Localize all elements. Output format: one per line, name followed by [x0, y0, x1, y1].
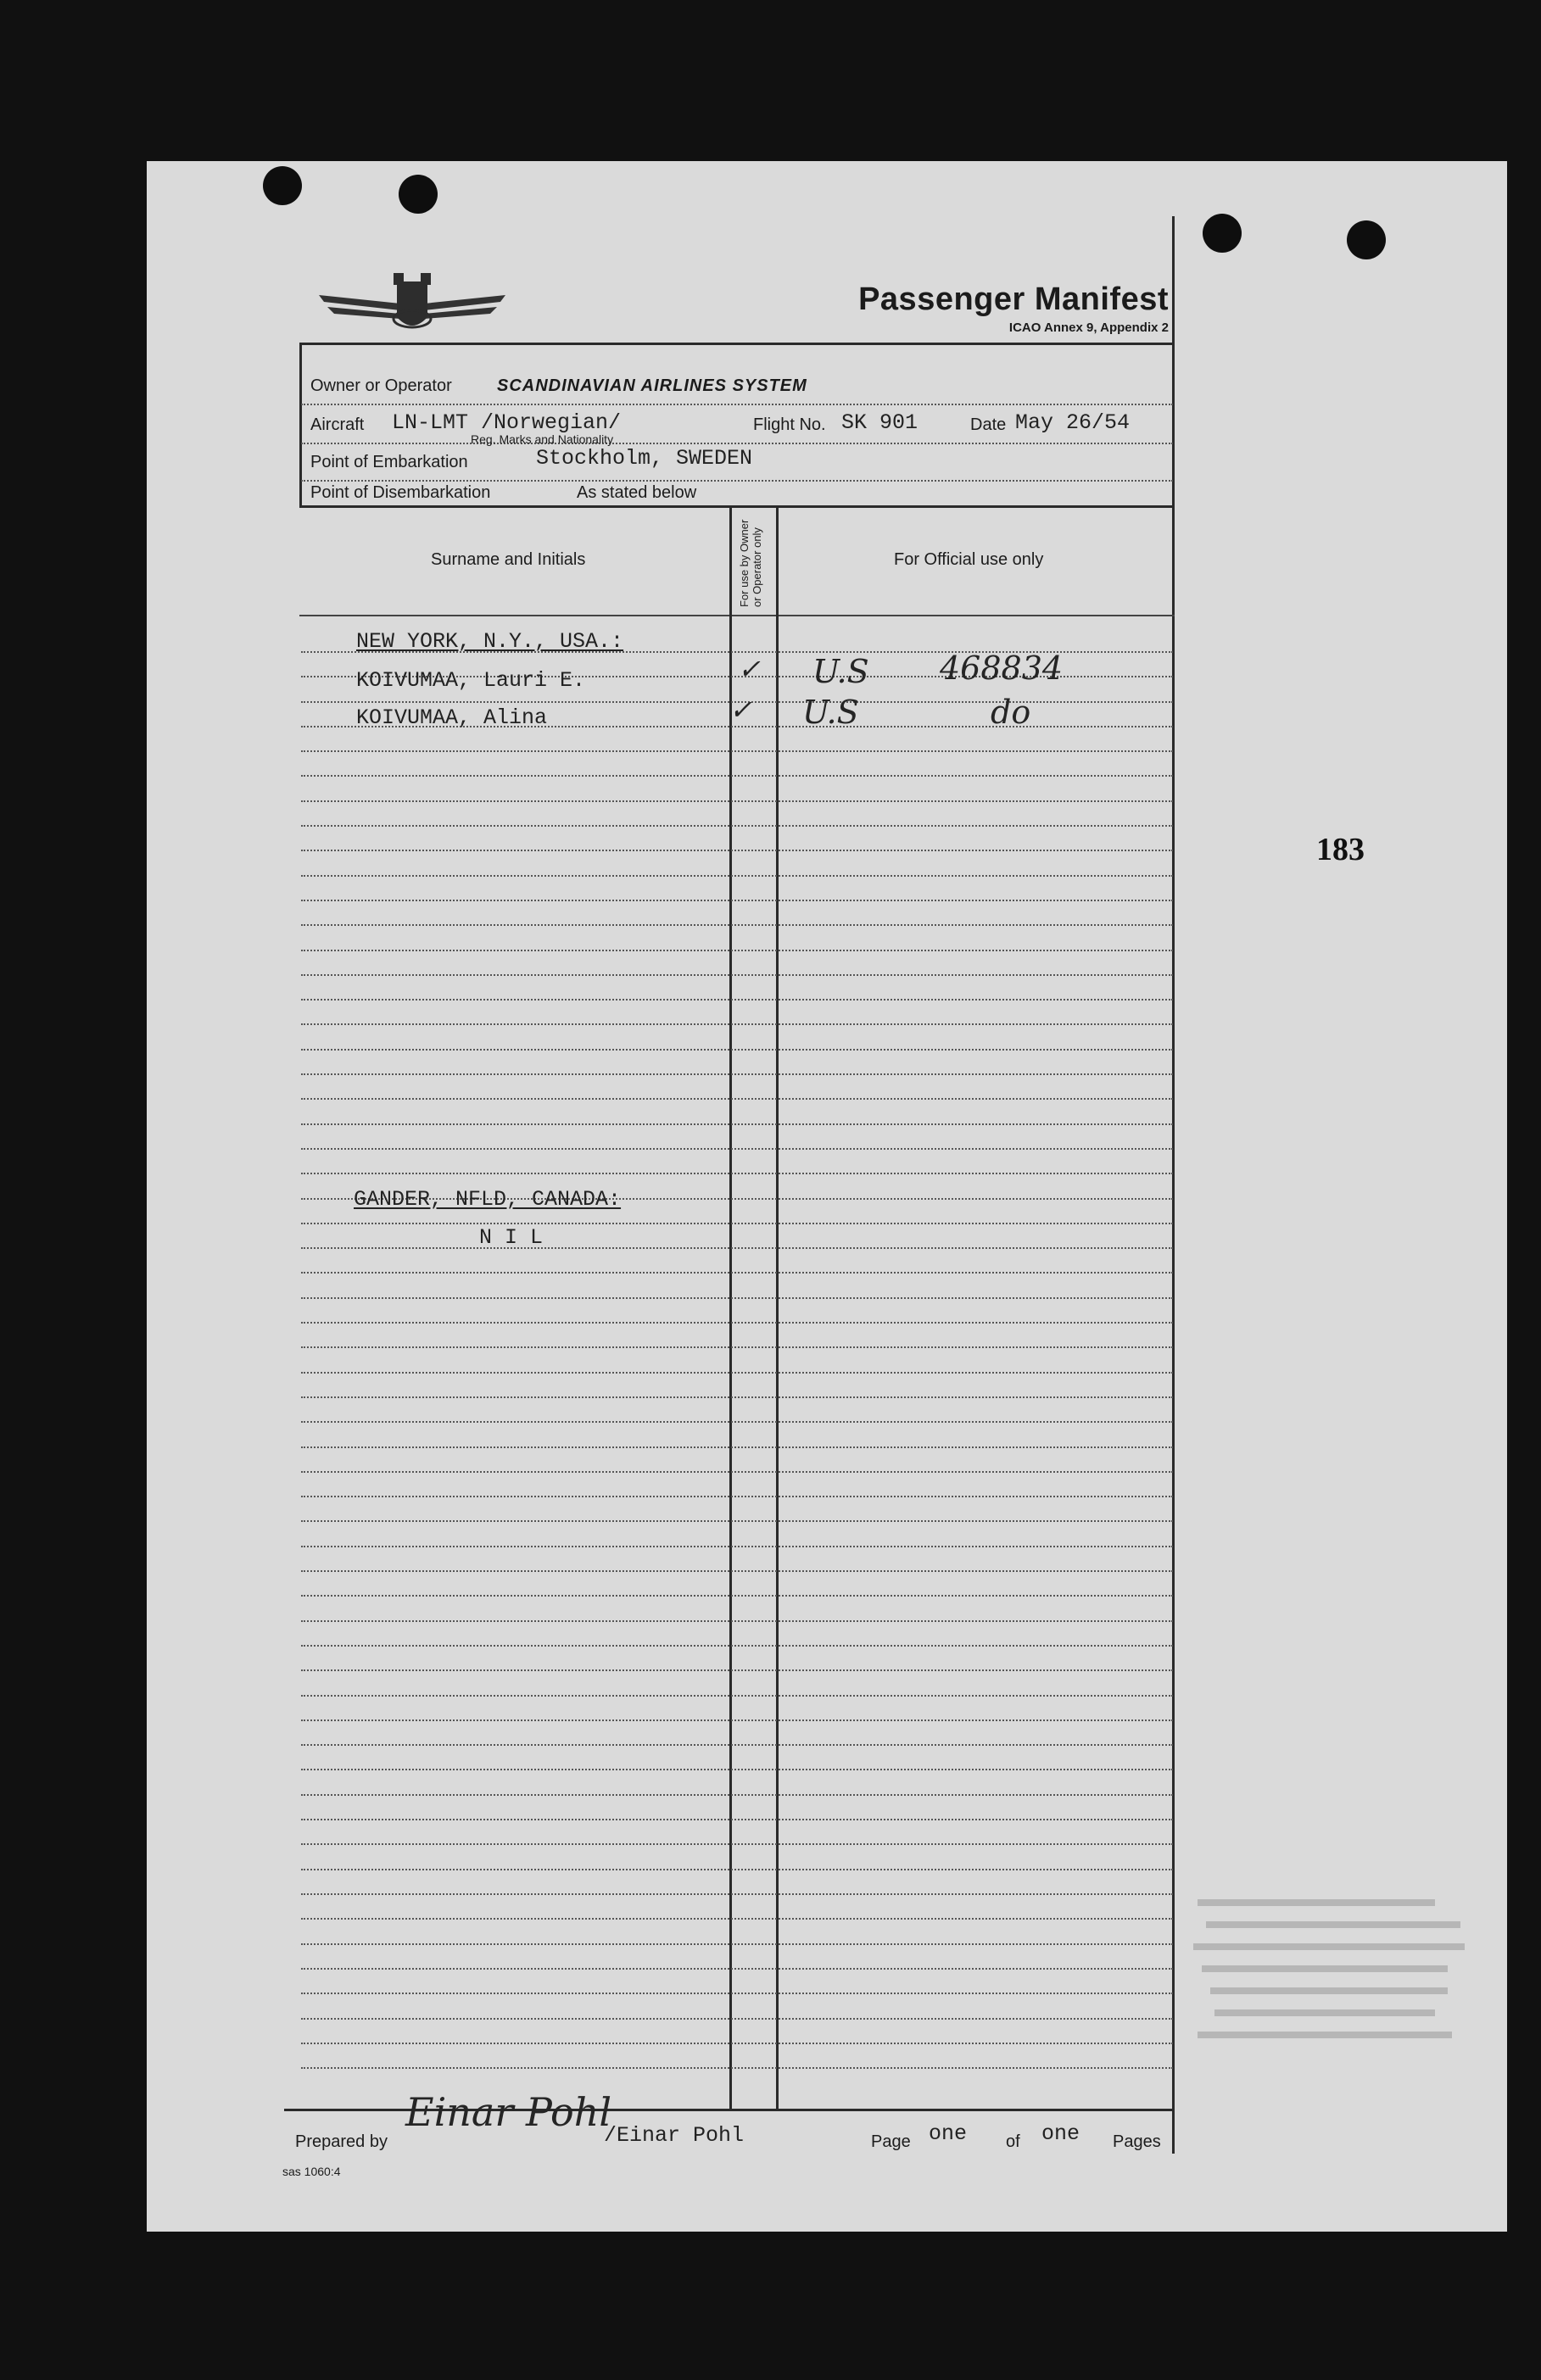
ruled-line	[301, 1620, 1173, 1622]
ruled-line	[301, 1819, 1173, 1820]
ruled-line	[301, 1446, 1173, 1448]
ruled-line	[301, 924, 1173, 926]
punch-hole	[1347, 220, 1386, 259]
ruled-line	[301, 1223, 1173, 1224]
punch-hole	[399, 175, 438, 214]
disembarkation-value: As stated below	[577, 483, 697, 502]
ruled-line	[301, 2043, 1173, 2044]
signature: Einar Pohl	[405, 2089, 612, 2135]
flight-label: Flight No.	[753, 415, 826, 434]
nil-entry: N I L	[479, 1225, 544, 1250]
bleed-through-marks	[1189, 1891, 1477, 2077]
page-label: Page	[871, 2132, 911, 2151]
date-label: Date	[970, 415, 1007, 434]
ruled-line	[301, 1247, 1173, 1249]
official-nationality: U.S	[812, 653, 869, 690]
form-subtitle: ICAO Annex 9, Appendix 2	[1008, 320, 1169, 335]
header-dotted-rule	[301, 404, 1173, 405]
ruled-line	[301, 1073, 1173, 1075]
aircraft-label: Aircraft	[310, 415, 365, 434]
ruled-line	[301, 2067, 1173, 2069]
ruled-line	[301, 1869, 1173, 1870]
ruled-line	[301, 1322, 1173, 1324]
ruled-line	[301, 1372, 1173, 1374]
ruled-line	[301, 825, 1173, 827]
ruled-line	[301, 900, 1173, 901]
ruled-line	[301, 775, 1173, 777]
punch-hole	[1203, 214, 1242, 253]
form-title: Passenger Manifest	[858, 281, 1169, 317]
flight-value: SK 901	[841, 410, 918, 435]
ruled-line	[301, 1297, 1173, 1299]
ruled-line	[301, 1421, 1173, 1423]
column-header-operator: For use by Owner or Operator only	[738, 519, 763, 607]
date-value: May 26/54	[1015, 410, 1131, 435]
ruled-line	[301, 750, 1173, 752]
ruled-line	[301, 1098, 1173, 1100]
ruled-line	[301, 974, 1173, 976]
ruled-line	[301, 1471, 1173, 1473]
ruled-line	[301, 1695, 1173, 1697]
ruled-line	[301, 1595, 1173, 1597]
ruled-line	[301, 1645, 1173, 1647]
aircraft-value: LN-LMT /Norwegian/	[392, 410, 622, 435]
ruled-line	[301, 1769, 1173, 1770]
operator-check-mark: ✓	[738, 653, 761, 685]
column-header-official: For Official use only	[894, 550, 1044, 569]
ruled-line	[301, 875, 1173, 877]
prepared-by-label: Prepared by	[295, 2132, 388, 2151]
pages-label: Pages	[1113, 2132, 1161, 2151]
frame-left-border	[299, 343, 302, 507]
ruled-line	[301, 1396, 1173, 1398]
punch-hole	[263, 166, 302, 205]
official-number: 468834	[940, 649, 1064, 687]
ruled-line	[301, 1943, 1173, 1945]
ruled-line	[301, 1570, 1173, 1572]
ruled-line	[301, 1993, 1173, 1994]
official-ditto: do	[991, 694, 1031, 731]
ruled-line	[301, 1023, 1173, 1025]
table-header-rule	[299, 615, 1175, 616]
page-value: one	[929, 2121, 968, 2146]
ruled-line	[301, 1272, 1173, 1274]
ruled-line	[301, 1720, 1173, 1721]
of-value: one	[1041, 2121, 1080, 2146]
ruled-line	[301, 1148, 1173, 1150]
disembarkation-label: Point of Disembarkation	[310, 483, 491, 502]
ruled-line	[301, 950, 1173, 951]
fields-dotted-rule	[301, 480, 1173, 482]
owner-label: Owner or Operator	[310, 376, 452, 395]
table-top-rule	[299, 505, 1175, 508]
prepared-by-name: /Einar Pohl	[604, 2123, 745, 2148]
embarkation-value: Stockholm, SWEDEN	[536, 446, 753, 471]
ruled-line	[301, 800, 1173, 802]
ruled-line	[301, 1546, 1173, 1547]
ruled-line	[301, 1049, 1173, 1051]
ruled-line	[301, 850, 1173, 851]
ruled-line	[301, 1520, 1173, 1522]
column-header-names: Surname and Initials	[431, 550, 586, 569]
ruled-line	[301, 1794, 1173, 1796]
ruled-line	[301, 1173, 1173, 1174]
header-rule	[301, 343, 1175, 345]
page-stamp-number: 183	[1316, 832, 1365, 867]
ruled-line	[301, 1893, 1173, 1895]
official-nationality: U.S	[802, 694, 859, 731]
ruled-line	[301, 1669, 1173, 1671]
operator-check-mark: ✓	[729, 694, 752, 726]
destination-heading: GANDER, NFLD, CANADA:	[354, 1187, 622, 1212]
sas-logo	[315, 270, 509, 337]
owner-value: SCANDINAVIAN AIRLINES SYSTEM	[497, 376, 807, 395]
ruled-line	[301, 1346, 1173, 1348]
form-number: sas 1060:4	[282, 2165, 341, 2178]
reg-marks-note: Reg. Marks and Nationality	[471, 432, 614, 446]
of-label: of	[1006, 2132, 1020, 2151]
fields-dotted-rule	[301, 443, 1173, 444]
passenger-name: KOIVUMAA, Lauri E.	[356, 668, 586, 693]
ruled-line	[301, 1968, 1173, 1970]
ruled-line	[301, 1123, 1173, 1125]
ruled-line	[301, 1744, 1173, 1746]
ruled-line	[301, 1843, 1173, 1845]
passenger-name: KOIVUMAA, Alina	[356, 705, 548, 730]
ruled-line	[301, 2018, 1173, 2020]
ruled-line	[301, 1496, 1173, 1497]
embarkation-label: Point of Embarkation	[310, 453, 468, 471]
ruled-line	[301, 1918, 1173, 1920]
destination-heading: NEW YORK, N.Y., USA.:	[356, 629, 624, 654]
ruled-line	[301, 999, 1173, 1000]
